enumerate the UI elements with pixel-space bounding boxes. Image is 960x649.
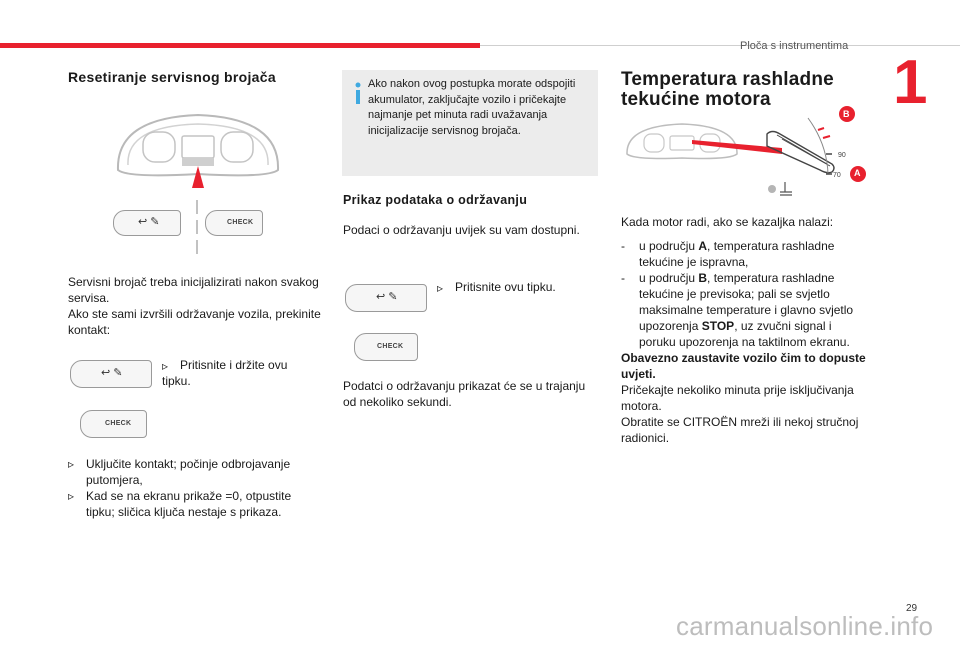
- instrument-cluster-illustration: [108, 110, 288, 260]
- wrench-return-icon-3: ↩ ✎: [376, 291, 398, 303]
- zone-b-badge: B: [843, 109, 850, 119]
- section-title: Ploča s instrumentima: [740, 40, 849, 52]
- info-text: Ako nakon ovog postupka morate odspojiti akumulator, zaključajte vozilo i pričekajte najmanje pet minuta radi uvažavanja inicijalizacije servisnog brojača.: [368, 78, 576, 137]
- header-grey-rule: [480, 45, 960, 46]
- watermark: carmanualsonline.info: [676, 611, 934, 641]
- gauge-label-90: 90: [838, 152, 846, 159]
- check-button-label-2: CHECK: [105, 420, 132, 427]
- check-button-2[interactable]: [80, 410, 147, 438]
- bullet-arrow-icon: ▹: [162, 359, 169, 373]
- warning-text: Obavezno zaustavite vozilo čim to dopuste uvjeti.: [621, 351, 866, 381]
- display-intro-text: Podaci o održavanju uvijek su vam dostupni.: [343, 223, 580, 237]
- advice-text-2: Obratite se CITROËN mreži ili nekoj stručnoj radionici.: [621, 415, 859, 445]
- check-button-label: CHECK: [227, 219, 254, 226]
- page-number: 29: [906, 603, 918, 614]
- reset-intro-text: Servisni brojač treba inicijalizirati nakon svakog servisa. Ako ste sami izvršili održavanje vozila, prekinite kontakt:: [68, 275, 321, 337]
- reset-step-1: [162, 357, 302, 389]
- bullet-arrow-icon: ▹: [437, 281, 444, 295]
- chapter-number: 1: [893, 48, 928, 117]
- reset-steps-2-3: [68, 456, 308, 520]
- gauge-label-70: 70: [833, 172, 841, 179]
- display-step-1: [437, 279, 587, 295]
- temperature-heading-line1: Temperatura rashladne: [621, 69, 834, 90]
- advice-text-1: Pričekajte nekoliko minuta prije isključivanja motora.: [621, 383, 854, 413]
- check-button-3[interactable]: [354, 333, 418, 361]
- display-heading: Prikaz podataka o održavanju: [343, 193, 528, 207]
- wrench-return-icon: ↩ ✎: [138, 216, 160, 228]
- list-item-b: - u području B, temperatura rashladne tekućine je previsoka; pali se svjetlo maksimalne temperature i glavno svjetlo upozorenja STOP, uz zvučni signal i poruku upozorenja na taktilnom ekranu.: [621, 271, 854, 349]
- bullet-arrow-icon: ▹: [68, 489, 75, 503]
- header-red-bar: [0, 43, 480, 48]
- info-icon: [351, 82, 365, 104]
- wrench-reset-button-3[interactable]: [345, 284, 427, 312]
- reset-step-2-text: Uključite kontakt; počinje odbrojavanje putomjera,: [86, 457, 291, 487]
- reset-step-1-text: Pritisnite i držite ovu tipku.: [162, 358, 288, 388]
- display-outro-text: Podatci o održavanju prikazat će se u trajanju od nekoliko sekundi.: [343, 379, 586, 409]
- wrench-reset-button-2[interactable]: [70, 360, 152, 388]
- list-item-a: - u području A, temperatura rashladne tekućine je ispravna,: [621, 239, 835, 269]
- temperature-gauge-illustration: [622, 104, 867, 204]
- zone-a-badge: A: [854, 168, 861, 178]
- wrench-reset-button[interactable]: [113, 210, 181, 236]
- display-step-1-text: Pritisnite ovu tipku.: [455, 280, 556, 294]
- reset-step-3-text: Kad se na ekranu prikaže =0, otpustite tipku; sličica ključa nestaje s prikaza.: [86, 489, 292, 519]
- check-button-label-3: CHECK: [377, 343, 404, 350]
- temperature-list: [621, 238, 871, 446]
- reset-heading: Resetiranje servisnog brojača: [68, 69, 276, 85]
- temperature-intro-text: Kada motor radi, ako se kazaljka nalazi:: [621, 215, 834, 229]
- temperature-heading-line2: tekućine motora: [621, 89, 771, 110]
- wrench-return-icon-2: ↩ ✎: [101, 367, 123, 379]
- bullet-arrow-icon: ▹: [68, 457, 75, 471]
- check-button[interactable]: [205, 210, 263, 236]
